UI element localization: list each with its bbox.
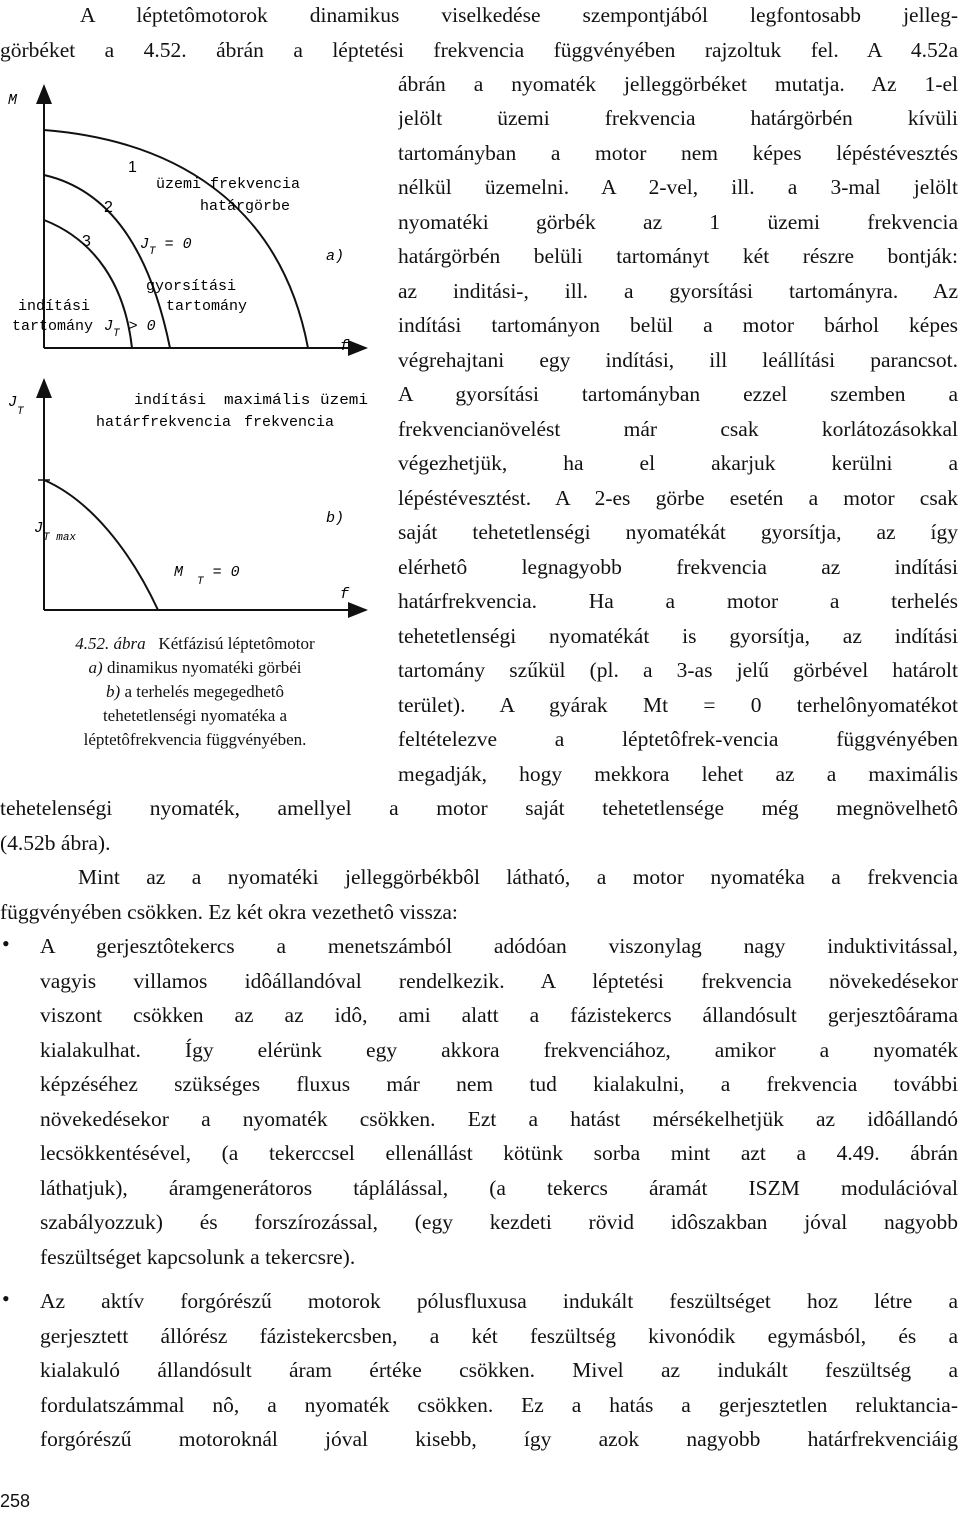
text-line: az inditási-, ill. a gyorsítási tartományra. Az — [398, 279, 958, 303]
label-f-b: f — [340, 586, 350, 603]
text-line: forgórészű motoroknál jóval kisebb, így azok nagyobb határfrekvenciáig — [40, 1427, 958, 1451]
caption-a: dinamikus nyomatéki görbéi — [102, 658, 302, 677]
figure-4-52 — [0, 80, 390, 705]
text-line: növekedésekor a nyomaték csökken. Ezt a hatást mérsékelhetjük az idôállandó — [40, 1107, 958, 1131]
curve-b — [44, 480, 158, 610]
text-line: kialakulhat. Így elérünk egy akkora frekvenciához, amikor a nyomaték — [40, 1038, 958, 1062]
text-line: tartomány szűkül (pl. a 3-as jelű görbével határolt — [398, 658, 958, 682]
caption-a-prefix: a) — [88, 658, 103, 677]
text-line: A léptetômotorok dinamikus viselkedése szempontjából legfontosabb jelleg- — [80, 3, 958, 27]
label-JTgt0: $J_T > 0$ — [104, 318, 156, 340]
label-f-a: f — [340, 338, 350, 355]
label-inditasi-hat2: határfrekvencia — [96, 414, 232, 431]
figure-caption — [0, 632, 390, 752]
label-maximalis1: maximális üzemi — [224, 392, 368, 409]
text-line: Mint az a nyomatéki jelleggörbékbôl látható, a motor nyomatéka a frekvencia — [78, 865, 958, 889]
text-line: vagyis villamos idôállandóval rendelkezik. A léptetési frekvencia növekedésekor — [40, 969, 958, 993]
label-hatargorbe: határgörbe — [200, 198, 291, 215]
text-line: gerjesztett állórész fázistekercsben, a két feszültség kivonódik egymásból, és a — [40, 1324, 958, 1348]
caption-b2: tehetetlenségi nyomatéka a — [102, 706, 288, 725]
text-line: görbéket a 4.52. ábrán a léptetési frekvencia függvényében rajzoltuk fel. A 4.52a — [0, 38, 958, 62]
text-line: A gerjesztôtekercs a menetszámból adódóan viszonylag nagy induktivitással, — [40, 934, 958, 958]
text-line: jelölt üzemi frekvencia határgörbén kívüli — [398, 106, 958, 130]
label-a: a) — [326, 248, 345, 265]
text-line: határgörbén belüli tartományt két részre bontják: — [398, 244, 958, 268]
text-line: lépéstévesztést. A 2-es görbe esetén a motor csak — [398, 486, 958, 510]
text-line: láthatjuk), áramgenerátoros táplálással, (a tekercs áramát ISZM modulációval — [40, 1176, 958, 1200]
label-curve3: 3 — [82, 233, 91, 250]
label-MT0: $M_T = 0$ — [174, 564, 240, 588]
label-inditasi2: tartomány — [12, 318, 94, 335]
label-JT-axis: $J_T$ — [8, 394, 24, 418]
caption-number: 4.52. ábra — [75, 634, 146, 653]
text-line: végrehajtani egy indítási, ill leállítási parancsot. — [398, 348, 958, 372]
caption-b: a terhelés megegedhetô — [120, 682, 284, 701]
text-line: saját tehetetlenségi nyomatékát gyorsítja, az így — [398, 520, 958, 544]
text-line: viszont csökken az az idô, ami alatt a fázistekercs állandósult gerjesztôárama — [40, 1003, 958, 1027]
text-line: megadják, hogy mekkora lehet az a maximális — [398, 762, 958, 786]
label-b: b) — [326, 510, 345, 527]
text-line: tehetelenségi nyomaték, amellyel a motor saját tehetetlensége még megnövelhetô — [0, 796, 958, 820]
text-line: függvényében csökken. Ez két okra vezethetô vissza: — [0, 900, 458, 924]
label-uzemi: üzemi frekvencia — [156, 176, 301, 193]
text-line: végezhetjük, ha el akarjuk kerülni a — [398, 451, 958, 475]
text-line: tartományban a motor nem képes lépéstévesztés — [398, 141, 958, 165]
label-JTmax: $J_{T max}$ — [34, 520, 77, 544]
label-inditasi1: indítási — [18, 298, 91, 315]
text-line: kialakuló állandósult áram értéke csökken. Mivel az indukált feszültség a — [40, 1358, 958, 1382]
text-line: terület). A gyárak Mt = 0 terhelônyomatékot — [398, 693, 958, 717]
text-line: ábrán a nyomaték jelleggörbéket mutatja. Az 1-el — [398, 72, 958, 96]
text-line: (4.52b ábra). — [0, 831, 111, 855]
text-line: frekvencianövelést már csak korlátozásokkal — [398, 417, 958, 441]
text-line: Az aktív forgórészű motorok pólusfluxusa indukált feszültséget hoz létre a — [40, 1289, 958, 1313]
text-line: A gyorsítási tartományban ezzel szemben a — [398, 382, 958, 406]
label-inditasi-hat1: indítási — [134, 392, 207, 409]
text-line: nélkül üzemelni. A 2-vel, ill. a 3-mal jelölt — [398, 175, 958, 199]
label-gyorsitasi1: gyorsítási — [146, 278, 237, 295]
text-line: feltételezve a léptetôfrek-vencia függvényében — [398, 727, 958, 751]
text-line: indítási tartományon belül a motor bárhol képes — [398, 313, 958, 337]
bullet-2: • — [2, 1286, 10, 1311]
label-curve1: 1 — [128, 159, 137, 176]
caption-b3: léptetôfrekvencia függvényében. — [83, 730, 307, 749]
text-line: fordulatszámmal nô, a nyomaték csökken. Ez a hatás a gerjesztetlen reluktancia- — [40, 1393, 958, 1417]
bullet-1: • — [2, 931, 10, 956]
text-line: határfrekvencia. Ha a motor a terhelés — [398, 589, 958, 613]
text-line: szabályozzuk) és forszírozással, (egy kezdeti rövid idôszakban jóval nagyobb — [40, 1210, 958, 1234]
text-line: elérhetô legnagyobb frekvencia az indítási — [398, 555, 958, 579]
text-line: képzéséhez szükséges fluxus már nem tud kialakulni, a frekvencia további — [40, 1072, 958, 1096]
label-M: M — [8, 92, 18, 109]
text-line: feszültséget kapcsolunk a tekercsre). — [40, 1245, 356, 1269]
label-JT0: $J_T = 0$ — [140, 236, 192, 258]
label-gyorsitasi2: tartomány — [166, 298, 248, 315]
label-maximalis2: frekvencia — [244, 414, 335, 431]
page-number: 258 — [0, 1491, 31, 1511]
caption-title: Kétfázisú léptetômotor — [158, 634, 315, 653]
caption-b-prefix: b) — [106, 682, 121, 701]
label-curve2: 2 — [104, 199, 113, 216]
text-line: lecsökkentésével, (a tekerccsel ellenállást kötünk sorba mint azt a 4.49. ábrán — [40, 1141, 958, 1165]
text-line: nyomatéki görbék az 1 üzemi frekvencia — [398, 210, 958, 234]
text-line: tehetetlenségi nyomatékát is gyorsítja, az indítási — [398, 624, 958, 648]
